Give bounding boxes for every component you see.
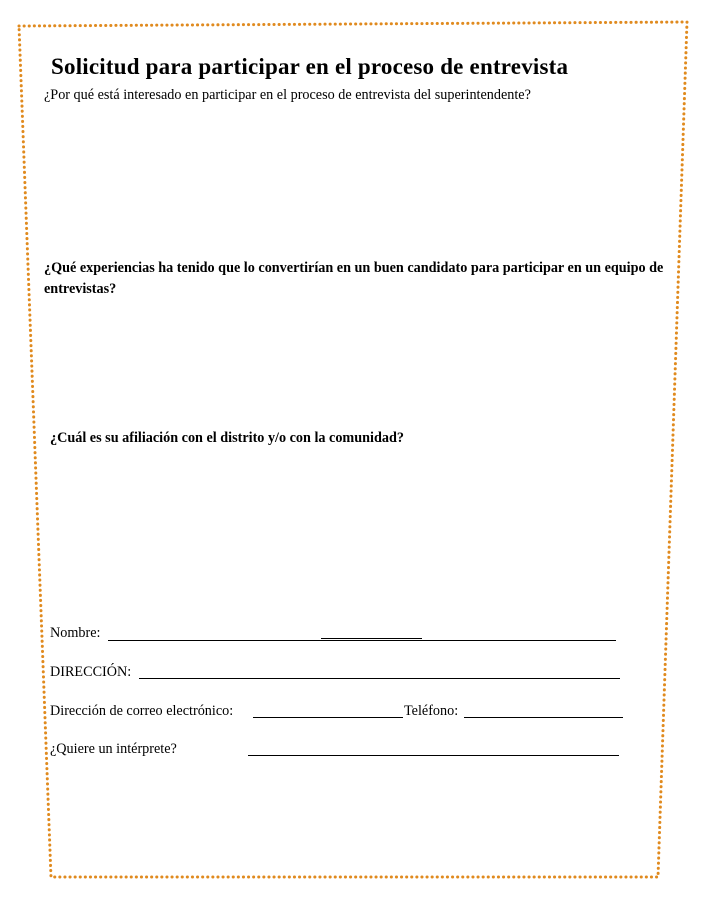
email-label: Dirección de correo electrónico:: [50, 703, 234, 719]
interpreter-field-line[interactable]: [248, 755, 619, 756]
phone-field-line[interactable]: [464, 717, 623, 718]
address-label: DIRECCIÓN:: [50, 664, 132, 680]
name-label: Nombre:: [50, 625, 101, 641]
address-field-line[interactable]: [139, 678, 620, 679]
email-field-line[interactable]: [253, 717, 403, 718]
interpreter-label: ¿Quiere un intérprete?: [50, 741, 177, 757]
name-field-line[interactable]: [108, 640, 616, 641]
question-experience: ¿Qué experiencias ha tenido que lo convertirían en un buen candidato para participar en un equipo de entrevistas?: [44, 260, 664, 297]
phone-label: Teléfono:: [404, 703, 459, 719]
question-interest: ¿Por qué está interesado en participar en el proceso de entrevista del superintendente?: [44, 87, 531, 103]
question-affiliation: ¿Cuál es su afiliación con el distrito y/o con la comunidad?: [50, 430, 404, 446]
name-field-accent-line: [321, 638, 422, 639]
form-title: Solicitud para participar en el proceso de entrevista: [51, 54, 569, 79]
